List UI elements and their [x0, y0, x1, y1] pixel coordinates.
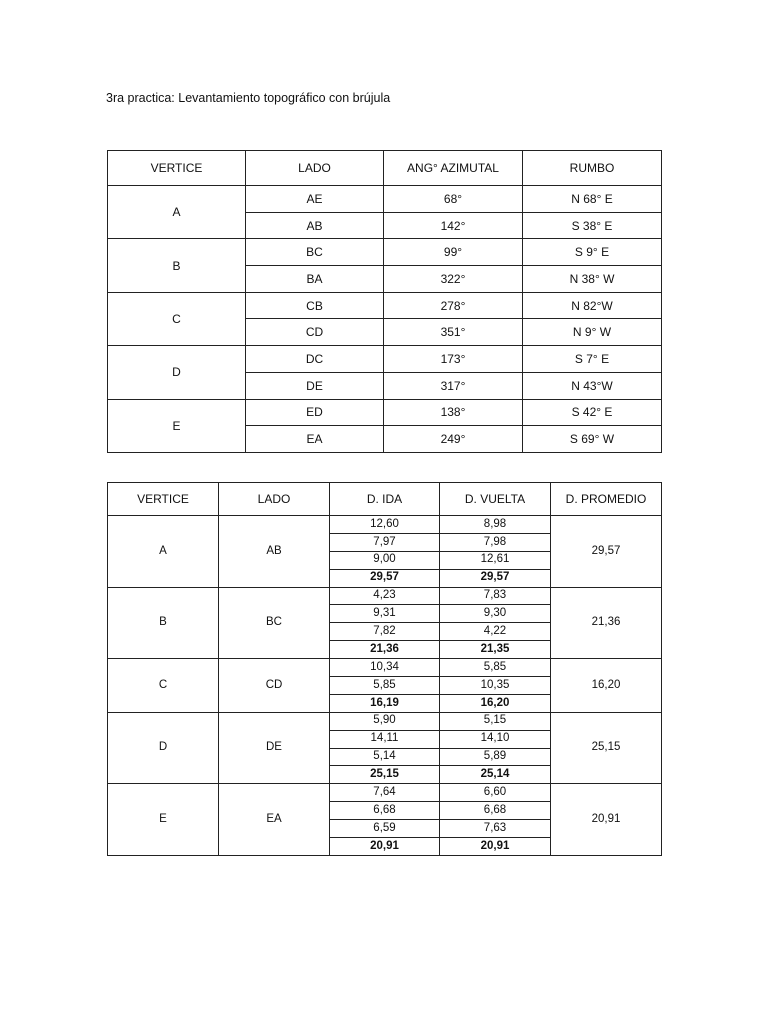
ida-cell: 6,68 [330, 802, 440, 820]
vuelta-total-cell: 25,14 [440, 766, 551, 784]
distance-table [107, 482, 662, 856]
azimuth-cell: 138° [384, 399, 523, 426]
side-cell: BC [246, 239, 384, 266]
ida-total-cell: 16,19 [330, 694, 440, 712]
header-rumbo: RUMBO [523, 151, 662, 186]
bearing-cell: S 9° E [523, 239, 662, 266]
side-cell: DE [246, 372, 384, 399]
ida-total-cell: 21,36 [330, 641, 440, 659]
bearing-cell: N 43°W [523, 372, 662, 399]
ida-total-cell: 20,91 [330, 838, 440, 856]
vuelta-cell: 7,83 [440, 587, 551, 605]
vuelta-total-cell: 21,35 [440, 641, 551, 659]
azimuth-cell: 142° [384, 212, 523, 239]
ida-cell: 7,97 [330, 533, 440, 551]
table-row [108, 712, 662, 730]
side-cell: EA [246, 426, 384, 453]
azimuth-cell: 317° [384, 372, 523, 399]
azimuth-table [107, 150, 662, 453]
ida-cell: 7,82 [330, 623, 440, 641]
vertex-cell: A [108, 516, 219, 588]
ida-total-cell: 29,57 [330, 569, 440, 587]
table-header-row [108, 483, 662, 516]
vertex-cell: C [108, 659, 219, 713]
vuelta-cell: 7,63 [440, 820, 551, 838]
header-d-promedio: D. PROMEDIO [551, 483, 662, 516]
vuelta-cell: 14,10 [440, 730, 551, 748]
bearing-cell: S 69° W [523, 426, 662, 453]
table-row [108, 346, 662, 373]
azimuth-cell: 99° [384, 239, 523, 266]
bearing-cell: N 9° W [523, 319, 662, 346]
side-cell: DE [219, 712, 330, 784]
vertex-cell: B [108, 587, 219, 659]
side-cell: DC [246, 346, 384, 373]
average-cell: 25,15 [551, 712, 662, 784]
bearing-cell: S 7° E [523, 346, 662, 373]
vuelta-cell: 7,98 [440, 533, 551, 551]
header-d-ida: D. IDA [330, 483, 440, 516]
bearing-cell: S 42° E [523, 399, 662, 426]
side-cell: CB [246, 292, 384, 319]
ida-cell: 4,23 [330, 587, 440, 605]
table-row [108, 659, 662, 677]
bearing-cell: N 68° E [523, 186, 662, 213]
header-azimuth: ANG° AZIMUTAL [384, 151, 523, 186]
azimuth-cell: 278° [384, 292, 523, 319]
vertex-cell: D [108, 346, 246, 399]
azimuth-cell: 249° [384, 426, 523, 453]
vuelta-cell: 8,98 [440, 516, 551, 534]
vuelta-cell: 9,30 [440, 605, 551, 623]
ida-total-cell: 25,15 [330, 766, 440, 784]
average-cell: 21,36 [551, 587, 662, 659]
table-row [108, 587, 662, 605]
side-cell: BC [219, 587, 330, 659]
bearing-cell: N 38° W [523, 266, 662, 293]
vertex-cell: E [108, 399, 246, 452]
azimuth-cell: 322° [384, 266, 523, 293]
table-header-row [108, 151, 662, 186]
header-vertice: VERTICE [108, 483, 219, 516]
side-cell: EA [219, 784, 330, 856]
vuelta-cell: 12,61 [440, 551, 551, 569]
header-lado: LADO [219, 483, 330, 516]
vertex-cell: E [108, 784, 219, 856]
header-vertice: VERTICE [108, 151, 246, 186]
average-cell: 29,57 [551, 516, 662, 588]
ida-cell: 5,85 [330, 677, 440, 695]
bearing-cell: N 82°W [523, 292, 662, 319]
side-cell: CD [219, 659, 330, 713]
side-cell: CD [246, 319, 384, 346]
table-row [108, 516, 662, 534]
vuelta-cell: 5,89 [440, 748, 551, 766]
side-cell: ED [246, 399, 384, 426]
ida-cell: 14,11 [330, 730, 440, 748]
vuelta-cell: 4,22 [440, 623, 551, 641]
vuelta-cell: 5,85 [440, 659, 551, 677]
side-cell: AB [246, 212, 384, 239]
ida-cell: 9,31 [330, 605, 440, 623]
page-title: 3ra practica: Levantamiento topográfico con brújula [106, 91, 391, 105]
side-cell: BA [246, 266, 384, 293]
table-row [108, 292, 662, 319]
vuelta-cell: 5,15 [440, 712, 551, 730]
table-row [108, 239, 662, 266]
ida-cell: 6,59 [330, 820, 440, 838]
vuelta-total-cell: 20,91 [440, 838, 551, 856]
vuelta-cell: 10,35 [440, 677, 551, 695]
ida-cell: 5,14 [330, 748, 440, 766]
vuelta-cell: 6,68 [440, 802, 551, 820]
ida-cell: 9,00 [330, 551, 440, 569]
vertex-cell: A [108, 186, 246, 239]
table-row [108, 399, 662, 426]
ida-cell: 7,64 [330, 784, 440, 802]
side-cell: AB [219, 516, 330, 588]
vertex-cell: D [108, 712, 219, 784]
ida-cell: 10,34 [330, 659, 440, 677]
vuelta-total-cell: 16,20 [440, 694, 551, 712]
header-d-vuelta: D. VUELTA [440, 483, 551, 516]
average-cell: 16,20 [551, 659, 662, 713]
azimuth-cell: 173° [384, 346, 523, 373]
vuelta-cell: 6,60 [440, 784, 551, 802]
header-lado: LADO [246, 151, 384, 186]
vertex-cell: C [108, 292, 246, 345]
side-cell: AE [246, 186, 384, 213]
average-cell: 20,91 [551, 784, 662, 856]
azimuth-cell: 68° [384, 186, 523, 213]
azimuth-cell: 351° [384, 319, 523, 346]
ida-cell: 12,60 [330, 516, 440, 534]
ida-cell: 5,90 [330, 712, 440, 730]
bearing-cell: S 38° E [523, 212, 662, 239]
vertex-cell: B [108, 239, 246, 292]
vuelta-total-cell: 29,57 [440, 569, 551, 587]
table-row [108, 186, 662, 213]
table-row [108, 784, 662, 802]
